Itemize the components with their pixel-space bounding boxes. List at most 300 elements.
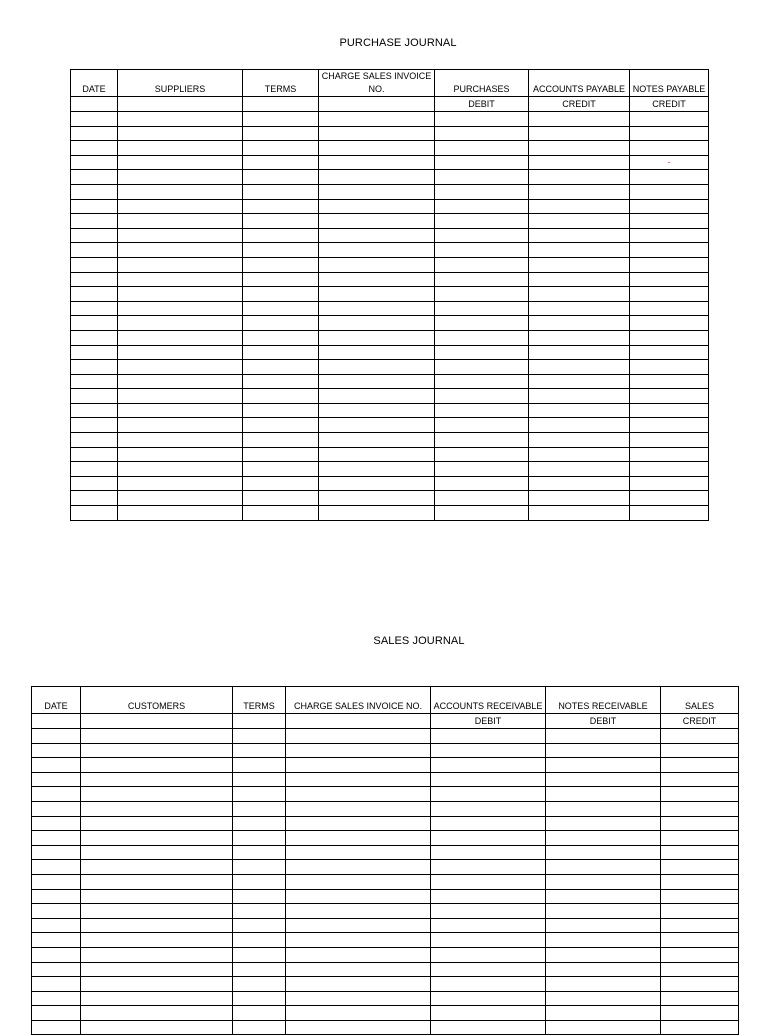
table-cell xyxy=(319,287,435,302)
table-cell xyxy=(529,272,630,287)
table-cell xyxy=(435,155,529,170)
table-cell xyxy=(431,787,546,802)
purchase-header-row xyxy=(71,70,709,97)
table-row xyxy=(71,447,709,462)
table-cell xyxy=(319,228,435,243)
table-cell xyxy=(118,389,243,404)
table-cell xyxy=(243,272,319,287)
table-cell xyxy=(630,301,709,316)
table-cell xyxy=(435,199,529,214)
table-cell xyxy=(118,184,243,199)
table-cell xyxy=(630,360,709,375)
table-cell xyxy=(319,447,435,462)
table-row xyxy=(71,374,709,389)
table-cell xyxy=(32,918,81,933)
table-row xyxy=(71,126,709,141)
table-cell xyxy=(32,729,81,744)
table-row xyxy=(71,257,709,272)
table-cell xyxy=(71,243,118,258)
table-cell xyxy=(118,330,243,345)
table-cell xyxy=(529,141,630,156)
table-cell xyxy=(529,126,630,141)
table-cell xyxy=(286,729,431,744)
table-cell xyxy=(118,126,243,141)
table-cell xyxy=(118,403,243,418)
table-cell xyxy=(319,199,435,214)
table-cell xyxy=(661,991,739,1006)
table-cell xyxy=(529,316,630,331)
table-cell xyxy=(233,801,286,816)
table-cell xyxy=(529,112,630,127)
table-cell xyxy=(243,126,319,141)
table-cell xyxy=(319,491,435,506)
table-cell xyxy=(661,977,739,992)
table-row xyxy=(71,360,709,375)
table-cell xyxy=(243,447,319,462)
table-row xyxy=(32,1006,739,1021)
table-cell xyxy=(630,447,709,462)
table-cell xyxy=(243,287,319,302)
table-row xyxy=(71,506,709,521)
table-cell xyxy=(233,758,286,773)
table-row xyxy=(32,801,739,816)
table-cell xyxy=(661,758,739,773)
table-cell xyxy=(71,155,118,170)
table-cell xyxy=(319,170,435,185)
table-cell xyxy=(32,787,81,802)
table-cell xyxy=(286,1020,431,1035)
table-cell xyxy=(32,904,81,919)
table-cell xyxy=(630,228,709,243)
table-cell xyxy=(286,743,431,758)
table-cell xyxy=(435,476,529,491)
table-cell xyxy=(431,860,546,875)
table-cell xyxy=(546,874,661,889)
table-cell xyxy=(529,199,630,214)
table-cell xyxy=(431,816,546,831)
table-cell xyxy=(319,374,435,389)
table-cell xyxy=(118,243,243,258)
table-cell xyxy=(630,141,709,156)
table-row xyxy=(32,933,739,948)
table-cell xyxy=(661,962,739,977)
table-cell xyxy=(546,1006,661,1021)
table-cell xyxy=(435,491,529,506)
col-header-sales: SALES xyxy=(661,687,739,714)
col-header-invoice-no: CHARGE SALES INVOICE NO. xyxy=(319,70,435,97)
table-cell xyxy=(630,257,709,272)
table-cell xyxy=(71,214,118,229)
table-cell xyxy=(71,316,118,331)
table-row xyxy=(71,170,709,185)
col-header-terms: TERMS xyxy=(233,687,286,714)
table-cell xyxy=(630,345,709,360)
table-cell xyxy=(630,389,709,404)
table-cell xyxy=(431,904,546,919)
table-row xyxy=(32,860,739,875)
col-header-terms: TERMS xyxy=(243,70,319,97)
table-cell xyxy=(243,330,319,345)
col-subheader xyxy=(243,97,319,112)
table-cell xyxy=(118,287,243,302)
table-cell xyxy=(286,933,431,948)
table-cell xyxy=(243,170,319,185)
table-cell xyxy=(435,228,529,243)
table-cell xyxy=(546,816,661,831)
table-cell xyxy=(546,772,661,787)
table-row xyxy=(32,758,739,773)
table-cell xyxy=(243,491,319,506)
col-subheader-credit: CREDIT xyxy=(661,714,739,729)
col-header-notes-receivable: NOTES RECEIVABLE xyxy=(546,687,661,714)
table-cell xyxy=(286,947,431,962)
table-cell xyxy=(546,860,661,875)
table-cell xyxy=(71,403,118,418)
table-cell xyxy=(243,214,319,229)
table-cell xyxy=(71,272,118,287)
table-row xyxy=(71,476,709,491)
col-header-accounts-receivable: ACCOUNTS RECEIVABLE xyxy=(431,687,546,714)
table-row xyxy=(71,403,709,418)
table-cell xyxy=(431,962,546,977)
table-cell xyxy=(32,801,81,816)
table-cell xyxy=(630,403,709,418)
table-cell xyxy=(286,772,431,787)
table-cell xyxy=(319,433,435,448)
table-cell xyxy=(81,787,233,802)
table-row xyxy=(32,977,739,992)
table-cell xyxy=(630,214,709,229)
table-cell xyxy=(118,316,243,331)
table-cell xyxy=(81,874,233,889)
table-cell xyxy=(81,845,233,860)
table-cell xyxy=(319,345,435,360)
table-cell xyxy=(431,889,546,904)
table-cell xyxy=(243,155,319,170)
table-cell xyxy=(435,345,529,360)
table-cell xyxy=(233,991,286,1006)
table-cell xyxy=(286,904,431,919)
table-row xyxy=(32,947,739,962)
table-cell xyxy=(661,845,739,860)
table-cell xyxy=(233,860,286,875)
col-header-date: DATE xyxy=(32,687,81,714)
table-cell xyxy=(233,977,286,992)
table-cell xyxy=(32,1020,81,1035)
table-cell xyxy=(431,1006,546,1021)
table-cell xyxy=(32,947,81,962)
table-cell xyxy=(71,433,118,448)
table-cell xyxy=(71,491,118,506)
table-cell xyxy=(431,947,546,962)
table-cell xyxy=(546,787,661,802)
table-cell xyxy=(630,433,709,448)
table-cell xyxy=(661,816,739,831)
table-row xyxy=(71,112,709,127)
col-subheader-debit: DEBIT xyxy=(431,714,546,729)
table-cell xyxy=(118,433,243,448)
table-cell xyxy=(243,506,319,521)
table-cell xyxy=(233,889,286,904)
table-cell xyxy=(71,476,118,491)
table-row xyxy=(32,729,739,744)
table-cell xyxy=(630,418,709,433)
table-cell xyxy=(32,845,81,860)
table-cell xyxy=(435,506,529,521)
table-cell xyxy=(529,418,630,433)
table-cell xyxy=(630,112,709,127)
table-cell xyxy=(118,257,243,272)
table-cell xyxy=(243,301,319,316)
table-cell xyxy=(32,933,81,948)
table-cell xyxy=(435,243,529,258)
table-cell xyxy=(661,860,739,875)
table-cell xyxy=(286,991,431,1006)
table-cell xyxy=(546,729,661,744)
table-cell xyxy=(319,126,435,141)
table-cell xyxy=(431,1020,546,1035)
table-cell xyxy=(435,257,529,272)
table-cell xyxy=(71,170,118,185)
table-cell xyxy=(630,199,709,214)
table-cell xyxy=(286,977,431,992)
table-cell xyxy=(431,845,546,860)
table-cell xyxy=(630,126,709,141)
table-cell xyxy=(661,801,739,816)
table-cell xyxy=(661,1006,739,1021)
table-cell xyxy=(81,816,233,831)
table-cell xyxy=(243,462,319,477)
table-cell xyxy=(233,1020,286,1035)
table-cell xyxy=(529,287,630,302)
table-cell xyxy=(435,126,529,141)
table-cell xyxy=(319,389,435,404)
table-cell xyxy=(233,962,286,977)
table-cell xyxy=(630,316,709,331)
table-cell xyxy=(233,1006,286,1021)
table-cell xyxy=(243,360,319,375)
table-cell xyxy=(243,418,319,433)
table-cell xyxy=(319,316,435,331)
table-cell xyxy=(81,860,233,875)
table-cell xyxy=(529,184,630,199)
table-cell xyxy=(319,462,435,477)
table-cell xyxy=(661,904,739,919)
table-cell xyxy=(529,447,630,462)
table-cell xyxy=(81,729,233,744)
table-cell xyxy=(118,199,243,214)
table-row xyxy=(71,228,709,243)
table-cell xyxy=(546,962,661,977)
table-cell xyxy=(630,170,709,185)
table-cell xyxy=(435,316,529,331)
table-cell xyxy=(529,155,630,170)
table-cell xyxy=(71,447,118,462)
table-cell xyxy=(81,962,233,977)
table-cell xyxy=(71,141,118,156)
table-cell xyxy=(71,374,118,389)
table-cell xyxy=(32,991,81,1006)
table-cell xyxy=(81,831,233,846)
table-cell xyxy=(435,462,529,477)
table-cell xyxy=(431,758,546,773)
table-cell xyxy=(243,389,319,404)
table-cell xyxy=(71,462,118,477)
table-cell xyxy=(431,933,546,948)
table-cell xyxy=(431,729,546,744)
table-cell xyxy=(32,743,81,758)
table-cell xyxy=(529,433,630,448)
table-cell xyxy=(435,433,529,448)
table-cell xyxy=(118,476,243,491)
table-cell xyxy=(286,874,431,889)
table-row xyxy=(71,418,709,433)
table-cell xyxy=(32,1006,81,1021)
table-cell xyxy=(286,1006,431,1021)
table-cell xyxy=(32,874,81,889)
table-cell xyxy=(81,1006,233,1021)
col-subheader xyxy=(32,714,81,729)
table-cell xyxy=(71,184,118,199)
table-cell xyxy=(529,374,630,389)
table-cell xyxy=(431,977,546,992)
table-row xyxy=(32,1020,739,1035)
table-cell xyxy=(286,845,431,860)
table-cell xyxy=(32,758,81,773)
table-cell xyxy=(546,991,661,1006)
table-cell xyxy=(71,360,118,375)
table-row xyxy=(71,389,709,404)
table-row xyxy=(32,904,739,919)
col-subheader-debit: DEBIT xyxy=(546,714,661,729)
table-cell xyxy=(233,772,286,787)
table-cell xyxy=(319,301,435,316)
table-cell xyxy=(529,389,630,404)
table-cell xyxy=(630,243,709,258)
table-cell xyxy=(243,112,319,127)
table-cell xyxy=(243,184,319,199)
table-row xyxy=(71,462,709,477)
col-header-suppliers: SUPPLIERS xyxy=(118,70,243,97)
table-row xyxy=(32,816,739,831)
table-row xyxy=(32,991,739,1006)
table-cell xyxy=(233,816,286,831)
col-subheader-credit: CREDIT xyxy=(529,97,630,112)
red-dash-mark: - xyxy=(667,157,671,168)
table-cell xyxy=(286,860,431,875)
table-cell xyxy=(233,933,286,948)
table-cell xyxy=(118,491,243,506)
table-cell xyxy=(661,918,739,933)
table-cell xyxy=(546,758,661,773)
table-cell xyxy=(286,918,431,933)
table-cell xyxy=(118,301,243,316)
table-cell xyxy=(32,816,81,831)
table-cell xyxy=(32,889,81,904)
table-row xyxy=(71,433,709,448)
table-cell xyxy=(529,228,630,243)
table-cell xyxy=(661,787,739,802)
col-subheader xyxy=(319,97,435,112)
table-cell xyxy=(431,743,546,758)
table-cell xyxy=(630,476,709,491)
table-cell xyxy=(319,506,435,521)
table-cell xyxy=(319,214,435,229)
col-header-purchases: PURCHASES xyxy=(435,70,529,97)
table-cell xyxy=(435,170,529,185)
table-cell xyxy=(243,476,319,491)
table-cell xyxy=(233,729,286,744)
table-row xyxy=(32,787,739,802)
table-cell xyxy=(243,199,319,214)
table-cell xyxy=(630,155,709,170)
table-cell xyxy=(71,506,118,521)
table-cell xyxy=(243,403,319,418)
table-row xyxy=(32,918,739,933)
table-row xyxy=(71,272,709,287)
col-subheader xyxy=(233,714,286,729)
col-subheader xyxy=(286,714,431,729)
table-row xyxy=(32,831,739,846)
table-cell xyxy=(630,462,709,477)
table-cell xyxy=(529,360,630,375)
table-cell xyxy=(32,860,81,875)
table-cell xyxy=(661,743,739,758)
table-cell xyxy=(431,918,546,933)
table-cell xyxy=(431,991,546,1006)
table-cell xyxy=(661,933,739,948)
table-cell xyxy=(118,447,243,462)
table-cell xyxy=(233,787,286,802)
table-cell xyxy=(243,243,319,258)
table-cell xyxy=(118,214,243,229)
table-cell xyxy=(118,155,243,170)
table-cell xyxy=(529,170,630,185)
table-cell xyxy=(233,874,286,889)
col-subheader xyxy=(118,97,243,112)
table-cell xyxy=(71,112,118,127)
table-cell xyxy=(661,889,739,904)
table-cell xyxy=(546,831,661,846)
table-cell xyxy=(529,462,630,477)
table-cell xyxy=(546,904,661,919)
table-cell xyxy=(118,374,243,389)
table-cell xyxy=(319,112,435,127)
table-cell xyxy=(319,272,435,287)
table-cell xyxy=(319,403,435,418)
table-cell xyxy=(319,184,435,199)
table-row xyxy=(71,301,709,316)
table-cell xyxy=(233,743,286,758)
col-header-notes-payable: NOTES PAYABLE xyxy=(630,70,709,97)
table-cell xyxy=(81,743,233,758)
table-cell xyxy=(431,772,546,787)
table-cell xyxy=(529,506,630,521)
table-cell xyxy=(431,874,546,889)
table-cell xyxy=(435,447,529,462)
table-cell xyxy=(319,330,435,345)
table-cell xyxy=(529,214,630,229)
table-cell xyxy=(71,389,118,404)
table-cell xyxy=(319,476,435,491)
table-cell xyxy=(435,141,529,156)
table-cell xyxy=(32,962,81,977)
col-header-customers: CUSTOMERS xyxy=(81,687,233,714)
table-cell xyxy=(435,301,529,316)
table-cell xyxy=(431,831,546,846)
table-cell xyxy=(286,758,431,773)
table-cell xyxy=(243,374,319,389)
